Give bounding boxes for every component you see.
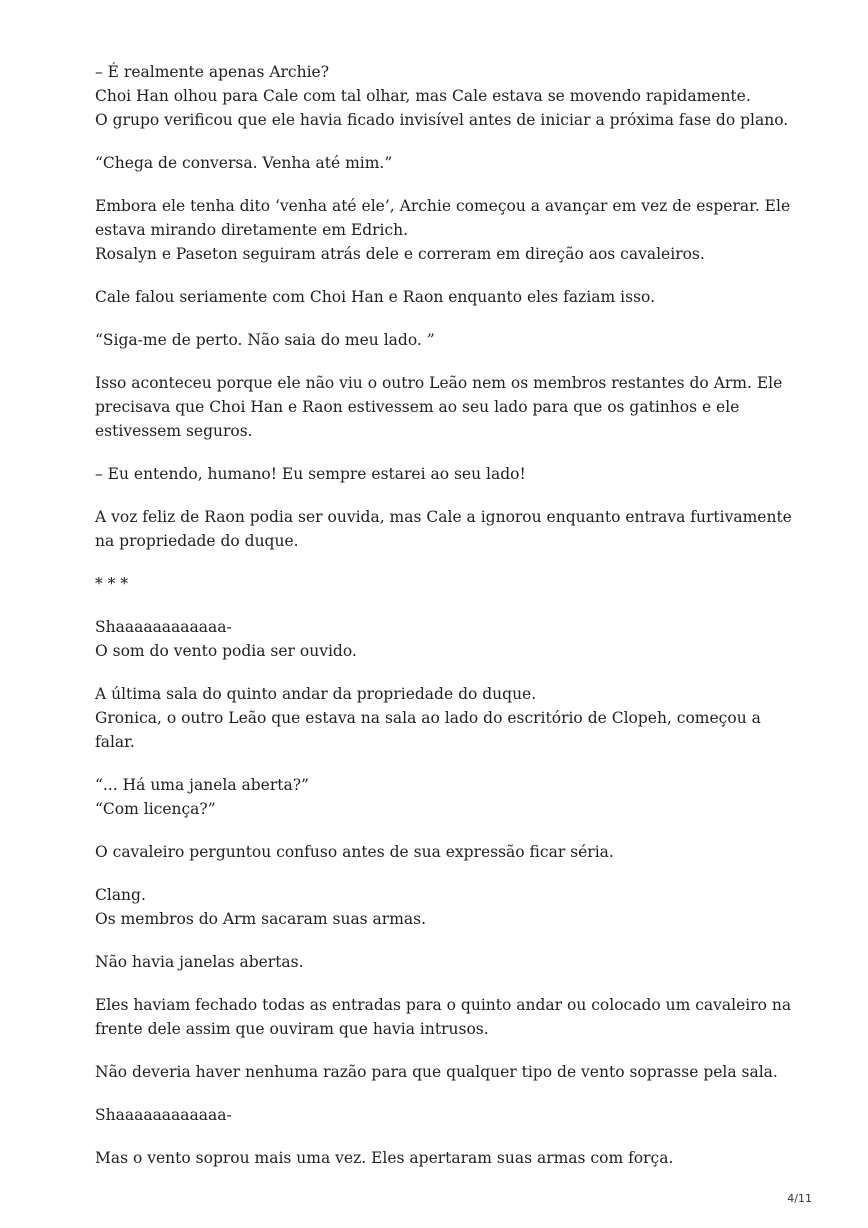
- text-line: Os membros do Arm sacaram suas armas.: [95, 910, 427, 928]
- page-number: 4/11: [787, 1192, 812, 1205]
- paragraph: [95, 1103, 795, 1127]
- text-line: O som do vento podia ser ouvido.: [95, 642, 357, 660]
- paragraph: [95, 194, 795, 266]
- paragraph: [95, 773, 795, 821]
- text-line: “... Há uma janela aberta?”: [95, 776, 309, 794]
- text-line: O grupo verificou que ele havia ficado invisível antes de iniciar a próxima fase do plano.: [95, 111, 789, 129]
- text-line: precisava que Choi Han e Raon estivessem ao seu lado para que os gatinhos e ele: [95, 398, 740, 416]
- text-line: Shaaaaaaaaaaaa-: [95, 1106, 232, 1124]
- text-line: na propriedade do duque.: [95, 532, 299, 550]
- text-line: estivessem seguros.: [95, 422, 253, 440]
- text-line: Clang.: [95, 886, 146, 904]
- text-line: – Eu entendo, humano! Eu sempre estarei ao seu lado!: [95, 465, 526, 483]
- text-line: – É realmente apenas Archie?: [95, 63, 330, 81]
- text-line: * * *: [95, 575, 129, 593]
- paragraph: [95, 993, 795, 1041]
- paragraph: [95, 572, 795, 596]
- text-line: Gronica, o outro Leão que estava na sala ao lado do escritório de Clopeh, começou a: [95, 709, 761, 727]
- text-line: A última sala do quinto andar da propriedade do duque.: [95, 685, 537, 703]
- paragraph: [95, 1060, 795, 1084]
- paragraph: [95, 615, 795, 663]
- text-line: Choi Han olhou para Cale com tal olhar, mas Cale estava se movendo rapidamente.: [95, 87, 751, 105]
- text-line: Isso aconteceu porque ele não viu o outro Leão nem os membros restantes do Arm. Ele: [95, 374, 783, 392]
- text-line: Shaaaaaaaaaaaa-: [95, 618, 232, 636]
- paragraph: [95, 1146, 795, 1170]
- paragraph: [95, 371, 795, 443]
- text-line: Cale falou seriamente com Choi Han e Raon enquanto eles faziam isso.: [95, 288, 655, 306]
- text-line: Mas o vento soprou mais uma vez. Eles apertaram suas armas com força.: [95, 1149, 674, 1167]
- paragraph: [95, 60, 795, 132]
- text-line: “Siga-me de perto. Não saia do meu lado. ”: [95, 331, 435, 349]
- paragraph: [95, 950, 795, 974]
- text-line: Embora ele tenha dito ‘venha até ele’, Archie começou a avançar em vez de esperar. Ele: [95, 197, 791, 215]
- paragraph: [95, 505, 795, 553]
- text-line: Eles haviam fechado todas as entradas para o quinto andar ou colocado um cavaleiro na: [95, 996, 792, 1014]
- text-line: estava mirando diretamente em Edrich.: [95, 221, 409, 239]
- text-line: frente dele assim que ouviram que havia intrusos.: [95, 1020, 489, 1038]
- text-line: Rosalyn e Paseton seguiram atrás dele e correram em direção aos cavaleiros.: [95, 245, 705, 263]
- text-line: O cavaleiro perguntou confuso antes de sua expressão ficar séria.: [95, 843, 614, 861]
- text-line: falar.: [95, 733, 135, 751]
- paragraph: [95, 462, 795, 486]
- text-line: “Com licença?”: [95, 800, 216, 818]
- paragraph: [95, 883, 795, 931]
- paragraph: [95, 840, 795, 864]
- text-line: “Chega de conversa. Venha até mim.”: [95, 154, 393, 172]
- text-line: Não deveria haver nenhuma razão para que qualquer tipo de vento soprasse pela sala.: [95, 1063, 778, 1081]
- paragraph: [95, 682, 795, 754]
- paragraph: [95, 285, 795, 309]
- text-line: A voz feliz de Raon podia ser ouvida, mas Cale a ignorou enquanto entrava furtivamente: [95, 508, 792, 526]
- document-body: [95, 60, 795, 1189]
- paragraph: [95, 151, 795, 175]
- text-line: Não havia janelas abertas.: [95, 953, 304, 971]
- paragraph: [95, 328, 795, 352]
